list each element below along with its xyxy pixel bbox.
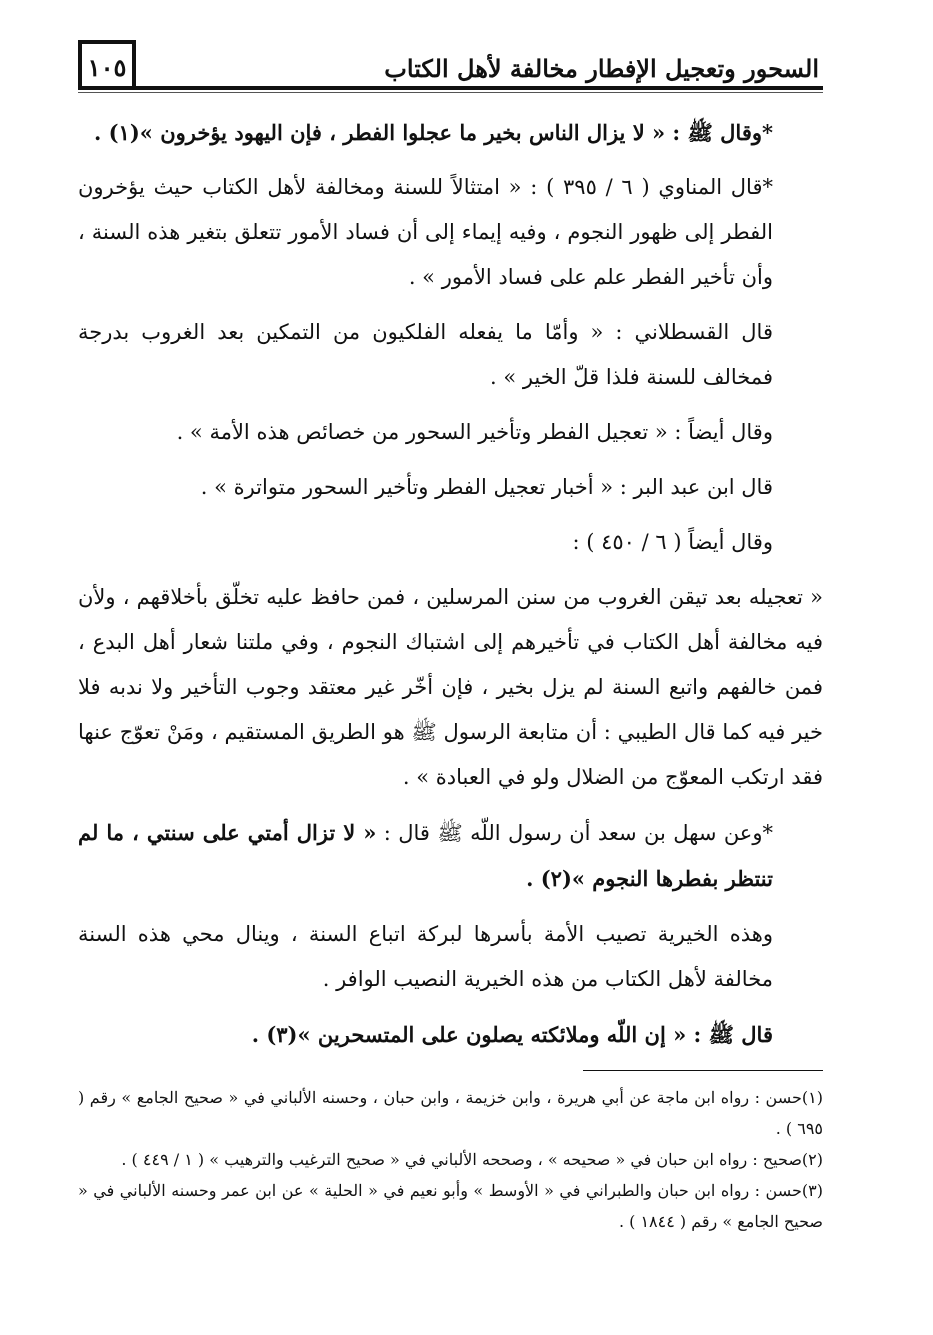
main-text xyxy=(78,110,823,1067)
header-rule xyxy=(78,86,823,90)
hadith-2-text: « لا تزال أمتي على سنتي ، ما لم تنتظر بفطرها النجوم »(٢) . xyxy=(78,820,773,891)
header-rule-thin xyxy=(78,92,823,93)
footnotes xyxy=(78,1082,823,1237)
hadith-paragraph-1: *وقال ﷺ : « لا يزال الناس بخير ما عجلوا الفطر ، فإن اليهود يؤخرون »(١) . xyxy=(93,120,773,145)
paragraph-munawi: *قال المناوي ( ٦ / ٣٩٥ ) : « امتثالاً للسنة ومخالفة لأهل الكتاب حيث يؤخرون الفطر إلى ظهور النجوم ، وفيه إيماء إلى أن فساد الأمور تتعلق بتغير هذه السنة ، وأن تأخير الفطر علم على فساد الأمور » . xyxy=(78,175,773,289)
paragraph-khayriyya: وهذه الخيرية تصيب الأمة بأسرها لبركة اتباع السنة ، وينال محي هذه السنة مخالفة لأهل الكتاب من هذه الخيرية النصيب الوافر . xyxy=(78,922,773,991)
paragraph-ibn-abd-albarr: قال ابن عبد البر : « أخبار تعجيل الفطر وتأخير السحور متواترة » . xyxy=(200,475,773,499)
footnote-rule xyxy=(583,1070,823,1071)
book-page xyxy=(78,40,823,1300)
hadith-paragraph-2 xyxy=(78,810,823,902)
footnote-3: (٣)حسن : رواه ابن حبان والطبراني في « الأوسط » وأبو نعيم في « الحلية » عن ابن عمر وحسنه الألباني في « صحيح الجامع » رقم ( ١٨٤٤ ) . xyxy=(78,1181,823,1231)
paragraph-quote: « تعجيله بعد تيقن الغروب من سنن المرسلين ، فمن حافظ عليه تخلّق بأخلاقهم ، ولأن فيه مخالفة أهل الكتاب في تأخيرهم إلى اشتباك النجوم ، وفي ملتنا شعار أهل البدع ، فمن خالفهم واتبع السنة لم يزل بخير ، فإن أخّر غير معتقد وجوب التأخير ولا ندبه فلا خير فيه كما قال الطيبي : أن متابعة الرسول ﷺ هو الطريق المستقيم ، ومَنْ تعوّج عنها فقد ارتكب المعوّج من الضلال ولو في العبادة » . xyxy=(78,585,823,789)
page-header xyxy=(78,40,823,92)
running-title: السحور وتعجيل الإفطار مخالفة لأهل الكتاب xyxy=(384,54,819,83)
footnote-2: (٢)صحيح : رواه ابن حبان في « صحيحه » ، وصححه الألباني في « صحيح الترغيب والترهيب » ( ١ / ٤٤٩ ) . xyxy=(121,1150,823,1169)
paragraph-ibn-abd-albarr-2: وقال أيضاً ( ٦ / ٤٥٠ ) : xyxy=(572,530,773,554)
page-number: ١٠٥ xyxy=(78,40,136,90)
paragraph-qastallani-2: وقال أيضاً : « تعجيل الفطر وتأخير السحور من خصائص هذه الأمة » . xyxy=(176,420,773,444)
hadith-paragraph-3: قال ﷺ : « إن اللّه وملائكته يصلون على المتسحرين »(٣) . xyxy=(251,1022,773,1047)
hadith-2-intro: *وعن سهل بن سعد أن رسول اللّه ﷺ قال : xyxy=(376,821,773,845)
paragraph-qastallani: قال القسطلاني : « وأمّا ما يفعله الفلكيون من التمكين بعد الغروب بدرجة فمخالف للسنة فلذا قلّ الخير » . xyxy=(78,320,773,389)
footnote-1: (١)حسن : رواه ابن ماجة عن أبي هريرة ، وابن خزيمة ، وابن حبان ، وحسنه الألباني في « صحيح الجامع » رقم ( ٦٩٥ ) . xyxy=(78,1088,823,1138)
